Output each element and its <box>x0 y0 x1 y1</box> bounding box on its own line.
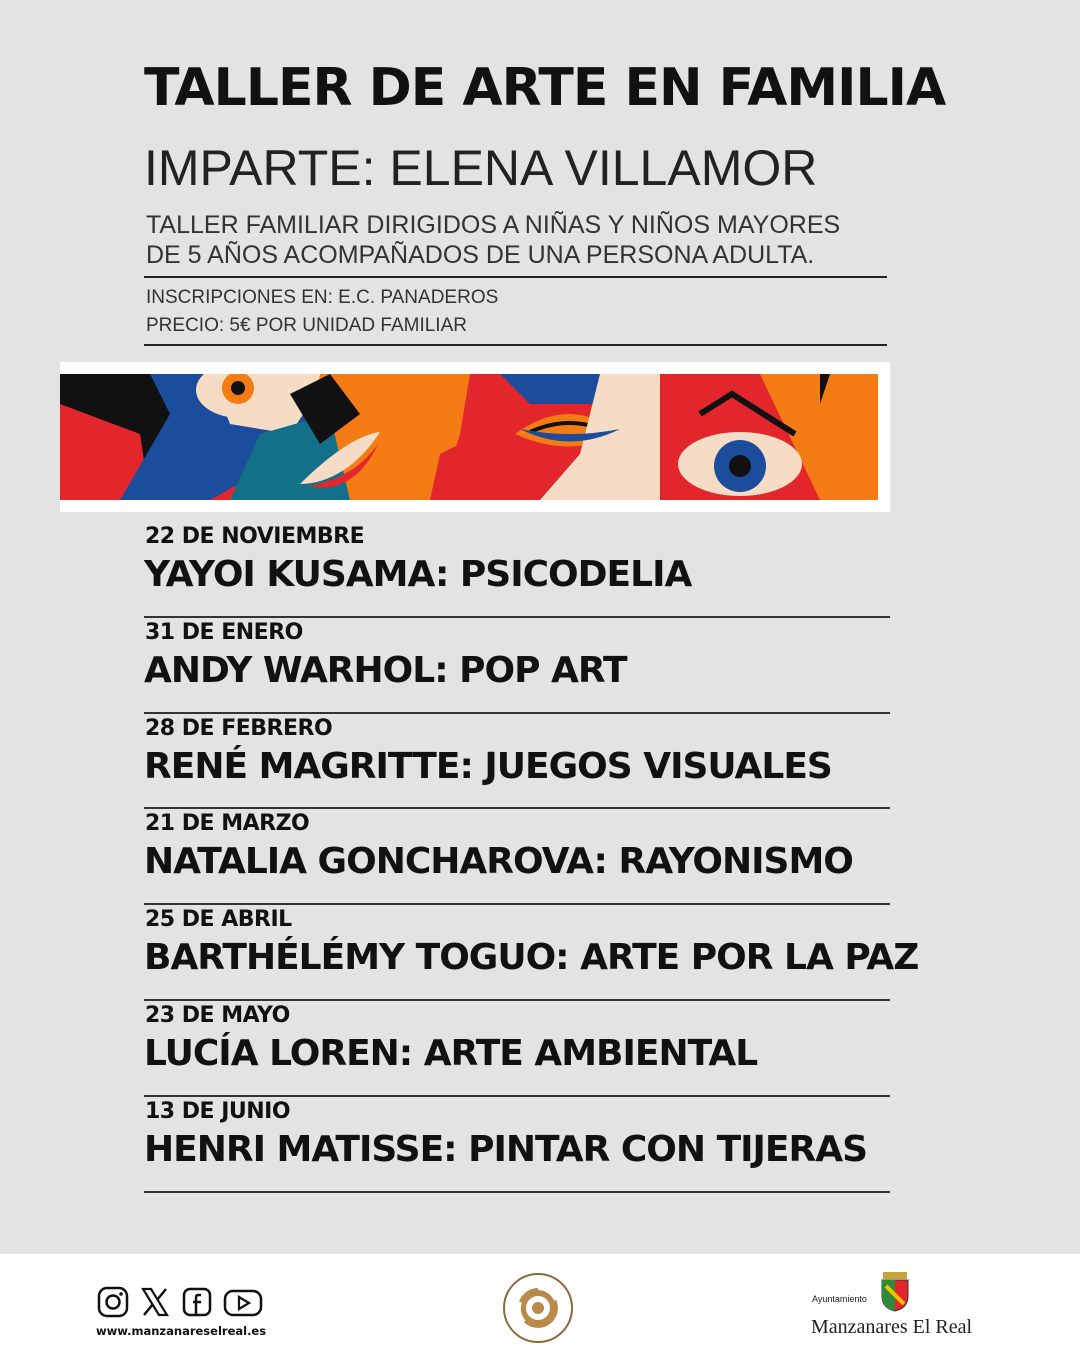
divider-top <box>144 276 887 278</box>
schedule-item <box>144 905 919 1001</box>
schedule-item <box>144 618 890 714</box>
divider-info <box>144 344 887 346</box>
session-name: NATALIA GONCHAROVA: RAYONISMO <box>144 841 853 883</box>
workshop-schedule <box>144 522 919 1193</box>
page-title: TALLER DE ARTE EN FAMILIA <box>144 58 946 118</box>
youtube-icon[interactable] <box>223 1286 255 1318</box>
ayuntamiento-label: Ayuntamiento <box>812 1294 867 1304</box>
session-name: BARTHÉLÉMY TOGUO: ARTE POR LA PAZ <box>144 937 919 979</box>
footer <box>0 1254 1080 1350</box>
session-name: LUCÍA LOREN: ARTE AMBIENTAL <box>144 1032 758 1074</box>
schedule-item <box>144 714 890 810</box>
inscriptions-info: INSCRIPCIONES EN: E.C. PANADEROS <box>146 287 499 308</box>
session-name: YAYOI KUSAMA: PSICODELIA <box>144 554 692 595</box>
website-url[interactable]: www.manzanareselreal.es <box>96 1324 267 1338</box>
schedule-item <box>144 809 890 905</box>
social-icons <box>97 1286 255 1318</box>
description-line-1: TALLER FAMILIAR DIRIGIDOS A NIÑAS Y NIÑOS MAYORES <box>146 211 841 239</box>
instagram-icon[interactable] <box>97 1286 129 1318</box>
x-icon[interactable] <box>139 1286 171 1318</box>
municipality-shield-icon <box>880 1272 910 1312</box>
art-banner <box>60 362 890 512</box>
description <box>146 210 886 270</box>
peace-culture-seal <box>502 1272 574 1344</box>
session-date: 23 DE MAYO <box>145 1002 290 1028</box>
abstract-faces-illustration <box>60 374 878 500</box>
session-name: RENÉ MAGRITTE: JUEGOS VISUALES <box>144 745 832 787</box>
session-date: 28 DE FEBRERO <box>145 715 333 741</box>
instructor-subtitle: IMPARTE: ELENA VILLAMOR <box>144 140 818 196</box>
session-date: 31 DE ENERO <box>145 619 303 645</box>
description-line-2: DE 5 AÑOS ACOMPAÑADOS DE UNA PERSONA ADULTA. <box>146 241 815 269</box>
session-name: ANDY WARHOL: POP ART <box>144 649 627 691</box>
session-date: 13 DE JUNIO <box>145 1098 291 1124</box>
session-name: HENRI MATISSE: PINTAR CON TIJERAS <box>144 1128 868 1170</box>
schedule-item <box>144 1097 890 1193</box>
session-date: 25 DE ABRIL <box>145 907 292 933</box>
schedule-item <box>144 522 890 618</box>
facebook-icon[interactable] <box>181 1286 213 1318</box>
session-date: 22 DE NOVIEMBRE <box>145 524 365 549</box>
session-date: 21 DE MARZO <box>145 811 310 837</box>
schedule-item <box>144 1001 890 1097</box>
price-info: PRECIO: 5€ POR UNIDAD FAMILIAR <box>146 315 467 336</box>
town-name: Manzanares El Real <box>811 1316 973 1338</box>
